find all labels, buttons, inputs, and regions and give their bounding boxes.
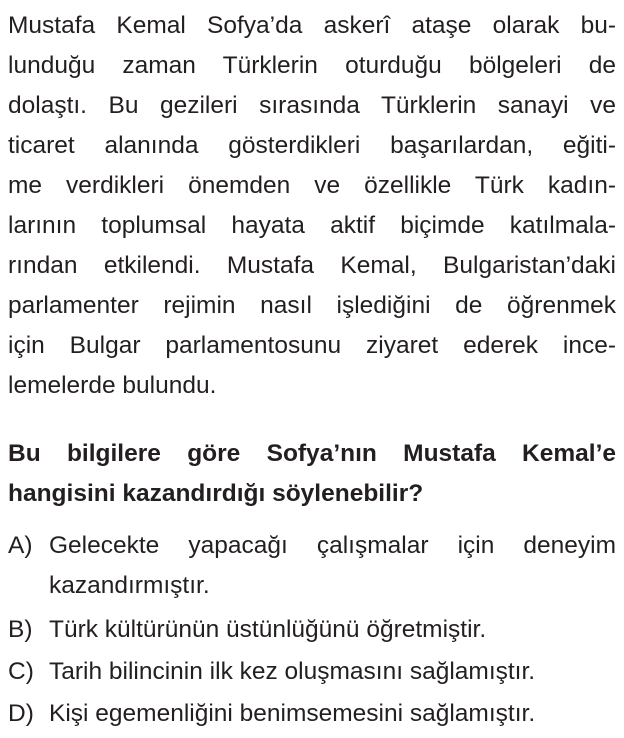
question-line: hangisini kazandırdığı söylenebilir? xyxy=(8,480,424,507)
passage-line: lunduğu zaman Türklerin oturduğu bölgeleri de xyxy=(8,52,616,79)
option-letter: D) xyxy=(8,700,34,727)
option-text: kazandırmıştır. xyxy=(49,572,210,599)
option-text: Türk kültürünün üstünlüğünü öğretmiştir. xyxy=(49,616,487,643)
passage-line: için Bulgar parlamentosunu ziyaret ederek ince- xyxy=(8,332,616,359)
option-text: Kişi egemenliğini benimsemesini sağlamıştır. xyxy=(49,700,536,727)
passage-line: parlamenter rejimin nasıl işlediğini de öğrenmek xyxy=(8,292,616,319)
option-letter: A) xyxy=(8,532,33,559)
passage-line: larının toplumsal hayata aktif biçimde katılmala- xyxy=(8,212,616,239)
passage-line: me verdikleri önemden ve özellikle Türk kadın- xyxy=(8,172,616,199)
option-letter: B) xyxy=(8,616,33,643)
passage-line: lemelerde bulundu. xyxy=(8,372,217,399)
passage-line: Mustafa Kemal Sofya’da askerî ataşe olarak bu- xyxy=(8,12,616,39)
question-line: Bu bilgilere göre Sofya’nın Mustafa Kemal’e xyxy=(8,440,616,467)
option-a-continuation[interactable] xyxy=(8,566,616,606)
option-letter: C) xyxy=(8,658,34,685)
option-c[interactable] xyxy=(8,652,616,692)
option-b[interactable] xyxy=(8,610,616,650)
passage-line: ticaret alanında gösterdikleri başarılardan, eğiti- xyxy=(8,132,616,159)
passage-line: dolaştı. Bu gezileri sırasında Türklerin sanayi ve xyxy=(8,92,616,119)
option-d[interactable] xyxy=(8,694,616,734)
option-text: Gelecekte yapacağı çalışmalar için deneyim xyxy=(49,532,616,559)
passage-line: rından etkilendi. Mustafa Kemal, Bulgaristan’daki xyxy=(8,252,616,279)
option-a[interactable] xyxy=(8,526,616,566)
option-text: Tarih bilincinin ilk kez oluşmasını sağlamıştır. xyxy=(49,658,536,685)
